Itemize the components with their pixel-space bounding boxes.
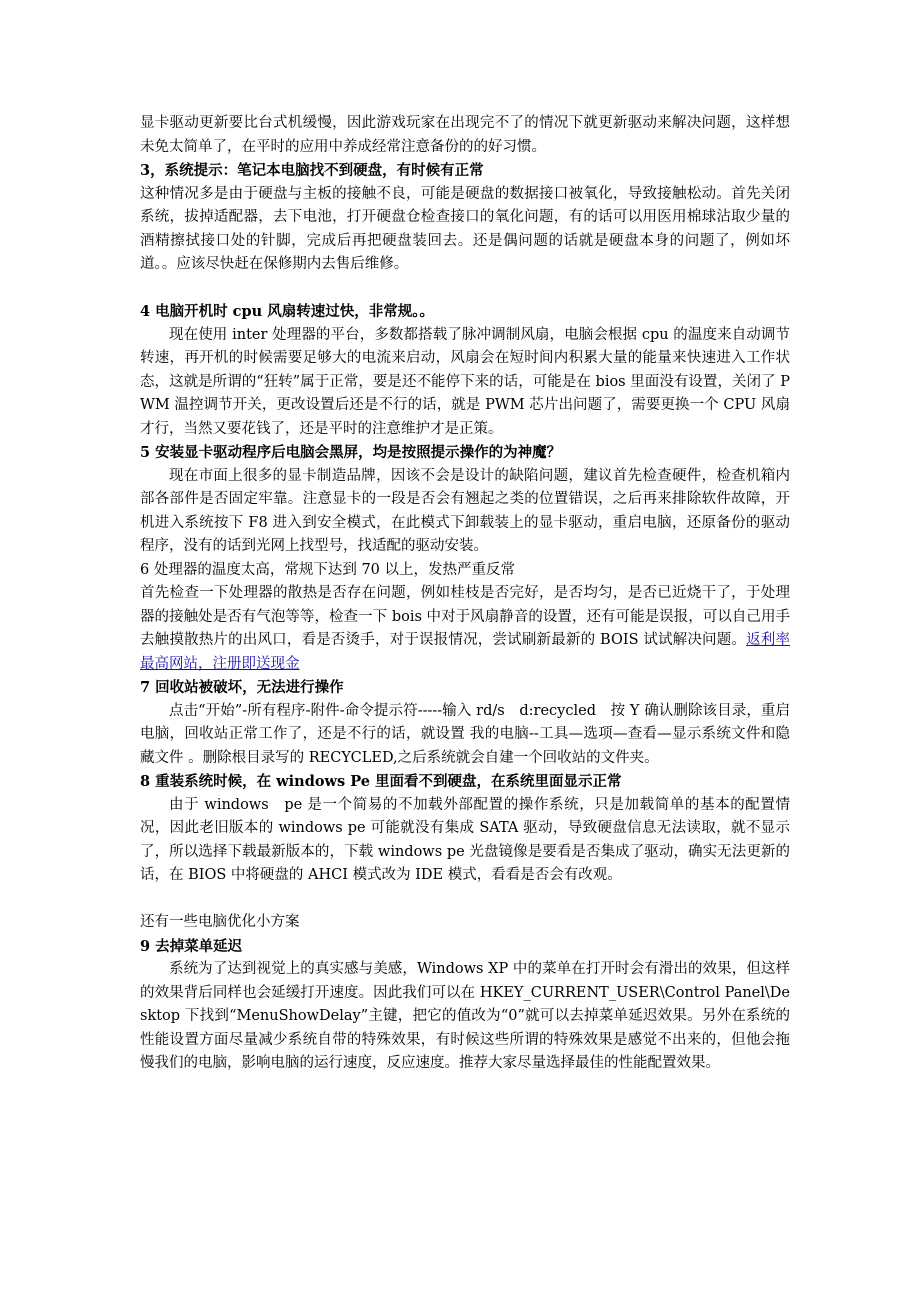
paragraph-text: 首先检查一下处理器的散热是否存在问题，例如桂枝是否完好，是否均匀，是否已近烧干了，于处理器的接触处是否有气泡等等，检查一下 bois 中对于风扇静音的设置，还有可能是误报，可以自己用手去触摸散热片的出风口，看是否烫手，对于误报情况，尝试刷新最新的 BOIS 试试解决问题。 [140, 585, 790, 648]
section-heading: 9 去掉菜单延迟 [140, 937, 243, 955]
promo-link[interactable]: 返利率最高网站，注册即送现金 [140, 632, 790, 672]
paragraph: 由于 windows pe 是一个简易的不加载外部配置的操作系统，只是加载简单的基本的配置情况，因此老旧版本的 windows pe 可能就没有集成 SATA 驱动，导致硬盘信息无法读取，就不显示了，所以选择下载最新版本的，下载 windows pe 光盘镜像是要看是否集成了驱动，确实无法更新的话，在 BIOS 中将硬盘的 AHCI 模式改为 IDE 模式，看看是否会有改观。 [140, 796, 790, 883]
blank-line [140, 888, 790, 912]
document-page [140, 112, 790, 1076]
paragraph: 显卡驱动更新要比台式机缓慢，因此游戏玩家在出现完不了的情况下就更新驱动来解决问题，这样想未免太简单了，在平时的应用中养成经常注意备份的的好习惯。 [140, 115, 790, 155]
section-heading-plain: 6 处理器的温度太高，常规下达到 70 以上，发热严重反常 [140, 561, 516, 578]
subsection-title: 还有一些电脑优化小方案 [140, 914, 300, 930]
section-heading: 8 重装系统时候，在 windows Pe 里面看不到硬盘，在系统里面显示正常 [140, 773, 622, 790]
paragraph: 现在使用 inter 处理器的平台，多数都搭载了脉冲调制风扇，电脑会根据 cpu 的温度来自动调节转速，再开机的时候需要足够大的电流来启动，风扇会在短时间内积累大量的能量来快速进入工作状态，这就是所谓的“狂转”属于正常，要是还不能停下来的话，可能是在 bios 里面没有设置，关闭了 PWM 温控调节开关，更改设置后还是不行的话，就是 PWM 芯片出问题了，需要更换一个 CPU 风扇才行，当然又要花钱了，还是平时的注意维护才是正策。 [140, 326, 790, 437]
paragraph: 点击“开始”-所有程序-附件-命令提示符-----输入 rd/s d:recycled 按 Y 确认删除该目录，重启电脑，回收站正常工作了，还是不行的话，就设置 我的电脑--工具—选项—查看—显示系统文件和隐藏文件 。删除根目录写的 RECYCLED,之后系统就会自建一个回收站的文件夹。 [140, 702, 790, 766]
paragraph-with-link [140, 582, 790, 676]
paragraph: 系统为了达到视觉上的真实感与美感，Windows XP 中的菜单在打开时会有滑出的效果，但这样的效果背后同样也会延缓打开速度。因此我们可以在 HKEY_CURRENT_USER\Control Panel\Desktop 下找到“MenuShowDelay”主键，把它的值改为“0”就可以去掉菜单延迟效果。另外在系统的性能设置方面尽量减少系统自带的特殊效果，有时候这些所谓的特殊效果是感觉不出来的，但他会拖慢我们的电脑，影响电脑的运行速度，反应速度。推荐大家尽量选择最佳的性能配置效果。 [140, 961, 790, 1071]
section-heading: 3，系统提示：笔记本电脑找不到硬盘，有时候有正常 [140, 162, 484, 179]
section-heading: 7 回收站被破坏，无法进行操作 [140, 679, 344, 696]
section-heading: 4 电脑开机时 cpu 风扇转速过快，非常规。。 [140, 303, 434, 320]
paragraph: 现在市面上很多的显卡制造品牌，因该不会是设计的缺陷问题，建议首先检查硬件，检查机箱内部各部件是否固定牢靠。注意显卡的一段是否会有翘起之类的位置错误，之后再来排除软件故障，开机进入系统按下 F8 进入到安全模式，在此模式下卸载装上的显卡驱动，重启电脑，还原备份的驱动程序，没有的话到光网上找型号，找适配的驱动安装。 [140, 467, 790, 554]
blank-line [140, 277, 790, 301]
paragraph: 这种情况多是由于硬盘与主板的接触不良，可能是硬盘的数据接口被氧化，导致接触松动。首先关闭系统，拔掉适配器，去下电池，打开硬盘仓检查接口的氧化问题，有的话可以用医用棉球沾取少量的酒精擦拭接口处的针脚，完成后再把硬盘装回去。还是偶问题的话就是硬盘本身的问题了，例如坏道。。应该尽快赶在保修期内去售后维修。 [140, 185, 790, 272]
section-heading: 5 安装显卡驱动程序后电脑会黑屏，均是按照提示操作的为神魔？ [140, 444, 562, 461]
